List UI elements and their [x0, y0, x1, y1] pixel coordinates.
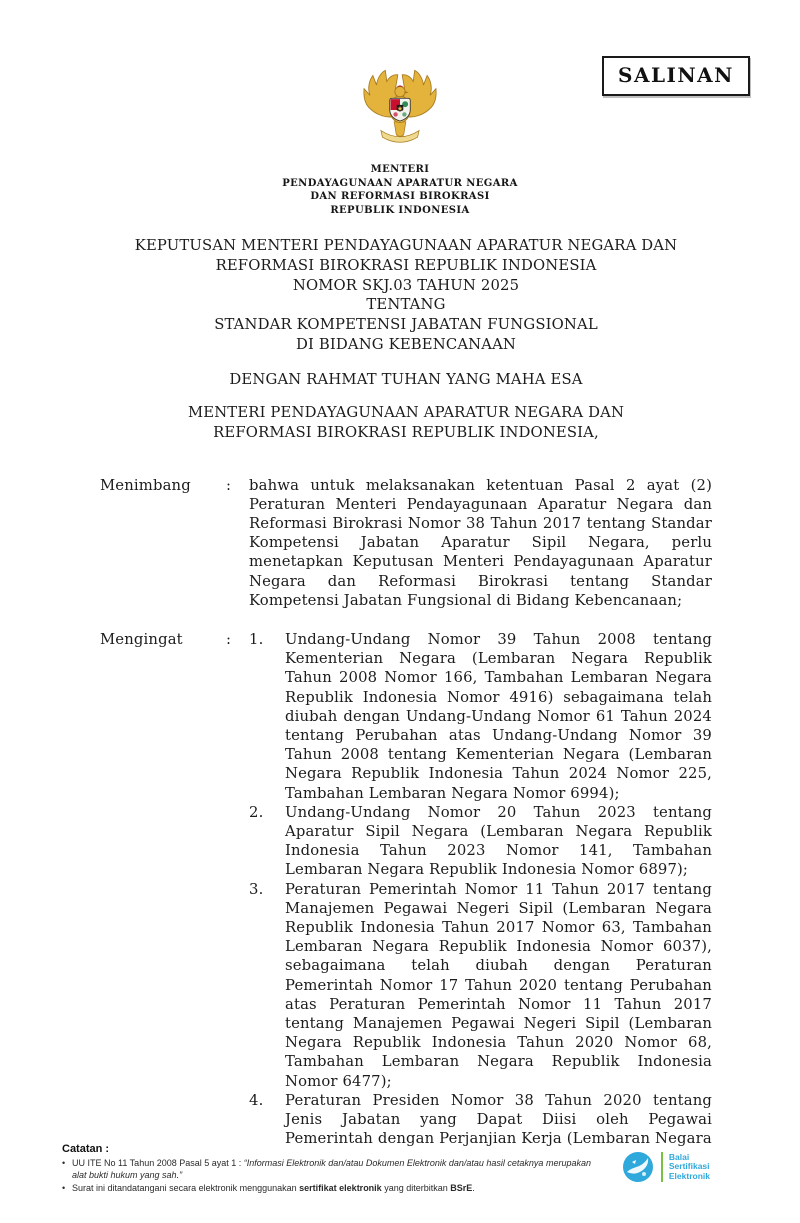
bsre-logo-text: [669, 1153, 710, 1182]
bsre-text-line: Elektronik: [668, 1170, 710, 1181]
mengingat-label: Mengingat: [100, 631, 183, 648]
mengingat-list: [249, 630, 712, 1148]
note1-quote: “Informasi Elektronik dan/atau Dokumen Elektronik dan/atau hasil cetaknya merupakan alat bukti hukum yang sah.”: [72, 1158, 591, 1180]
section-menimbang: [100, 476, 712, 610]
ministry-name: [282, 163, 518, 217]
document-title: [100, 236, 712, 355]
signature-footer: [62, 1143, 710, 1197]
letterhead: [0, 62, 800, 217]
ministry-name-line: PENDAYAGUNAAN APARATUR NEGARA: [282, 177, 518, 189]
legal-item-text: Peraturan Pemerintah Nomor 11 Tahun 2017 tentang Manajemen Pegawai Negeri Sipil (Lembaran Negara Republik Indonesia Tahun 2017 Nomor 63, Tambahan Lembaran Negara Republik Indonesia Nomor 6037), sebagaimana telah diubah dengan Peraturan Pemerintah Nomor 17 Tahun 2020 tentang Perubahan atas Peraturan Pemerintah Nomor 11 Tahun 2017 tentang Manajemen Pegawai Negeri Sipil (Lembaran Negara Republik Indonesia Tahun 2020 Nomor 68, Tambahan Lembaran Negara Republik Indonesia Nomor 6477);: [285, 880, 712, 1090]
title-line: KEPUTUSAN MENTERI PENDAYAGUNAAN APARATUR NEGARA DAN: [134, 237, 678, 254]
title-line: TENTANG: [366, 296, 446, 314]
legal-item: [249, 803, 712, 880]
bullet-icon: •: [62, 1158, 66, 1168]
authority-line: REFORMASI BIROKRASI REPUBLIK INDONESIA,: [213, 423, 599, 441]
ministry-name-line: MENTERI: [370, 164, 430, 175]
note2-bsre: BSrE: [450, 1183, 473, 1193]
legal-item-text: Peraturan Presiden Nomor 38 Tahun 2020 tentang Jenis Jabatan yang Dapat Diisi oleh Pegawai Pemerintah dengan Perjanjian Kerja (Lembaran Negara: [285, 1091, 712, 1148]
note2-bold: sertifikat elektronik: [299, 1183, 382, 1193]
bullet-icon: •: [62, 1183, 66, 1193]
authority-line: MENTERI PENDAYAGUNAAN APARATUR NEGARA DAN: [187, 403, 625, 421]
invocation-line: DENGAN RAHMAT TUHAN YANG MAHA ESA: [229, 370, 583, 388]
bsre-logo: [622, 1151, 710, 1183]
footer-notes: [62, 1143, 607, 1197]
authority-lines: [100, 403, 712, 443]
note2-suffix: .: [472, 1183, 475, 1193]
note2-middle: yang diterbitkan: [381, 1183, 451, 1193]
title-line: STANDAR KOMPETENSI JABATAN FUNGSIONAL: [214, 316, 598, 334]
note2-prefix: Surat ini ditandatangani secara elektronik menggunakan: [72, 1183, 300, 1193]
legal-item: [249, 1091, 712, 1149]
bsre-logo-icon: [622, 1151, 654, 1183]
bsre-text-line: Sertifikasi: [668, 1161, 710, 1172]
legal-item-text: Undang-Undang Nomor 39 Tahun 2008 tentang Kementerian Negara (Lembaran Negara Republik Tahun 2008 Nomor 166, Tambahan Lembaran Negara Republik Indonesia Nomor 4916) sebagaimana telah diubah dengan Undang-Undang Nomor 61 Tahun 2024 tentang Perubahan atas Undang-Undang Nomor 39 Tahun 2008 tentang Kementerian Negara (Lembaran Negara Republik Indonesia Tahun 2024 Nomor 225, Tambahan Lembaran Negara Nomor 6994);: [285, 631, 712, 802]
title-line: DI BIDANG KEBENCANAAN: [295, 335, 517, 353]
title-line: REFORMASI BIROKRASI REPUBLIK INDONESIA: [215, 256, 597, 274]
legal-item-number: 4.: [249, 1091, 264, 1109]
menimbang-text: bahwa untuk melaksanakan ketentuan Pasal 2 ayat (2) Peraturan Menteri Pendayagunaan Aparatur Negara dan Reformasi Birokrasi Nomor 38 Tahun 2017 tentang Standar Kompetensi Jabatan Aparatur Sipil Negara, perlu menetapkan Keputusan Menteri Pendayagunaan Aparatur Negara dan Reformasi Birokrasi tentang Standar Kompetensi Jabatan Fungsional di Bidang Kebencanaan;: [249, 476, 712, 609]
footer-note-2: [62, 1183, 607, 1195]
legal-item: [249, 630, 712, 803]
garuda-pancasila-emblem: [356, 62, 444, 158]
legal-item-text: Undang-Undang Nomor 20 Tahun 2023 tentang Aparatur Sipil Negara (Lembaran Negara Republik Indonesia Tahun 2023 Nomor 141, Tambahan Lembaran Negara Republik Indonesia Nomor 6897);: [285, 803, 712, 879]
footer-note-1: [62, 1158, 607, 1181]
legal-item: [249, 880, 712, 1091]
legal-item-number: 3.: [249, 880, 264, 898]
legal-item-number: 2.: [249, 803, 264, 821]
salinan-stamp-label: SALINAN: [618, 63, 734, 87]
ministry-name-line: DAN REFORMASI BIROKRASI: [310, 191, 490, 202]
bsre-text-line: Balai: [668, 1151, 690, 1162]
section-mengingat: [100, 630, 712, 1148]
mengingat-colon: :: [226, 631, 232, 648]
menimbang-label: Menimbang: [100, 476, 191, 494]
menimbang-colon: :: [226, 476, 232, 494]
legal-item-number: 1.: [249, 631, 264, 648]
bsre-logo-divider: [661, 1152, 663, 1182]
document-body: [100, 236, 712, 1148]
title-line: NOMOR SKJ.03 TAHUN 2025: [292, 276, 520, 294]
ministry-name-line: REPUBLIK INDONESIA: [330, 204, 470, 216]
note1-prefix: UU ITE No 11 Tahun 2008 Pasal 5 ayat 1 :: [72, 1158, 244, 1168]
footer-notes-title: Catatan :: [62, 1143, 110, 1155]
